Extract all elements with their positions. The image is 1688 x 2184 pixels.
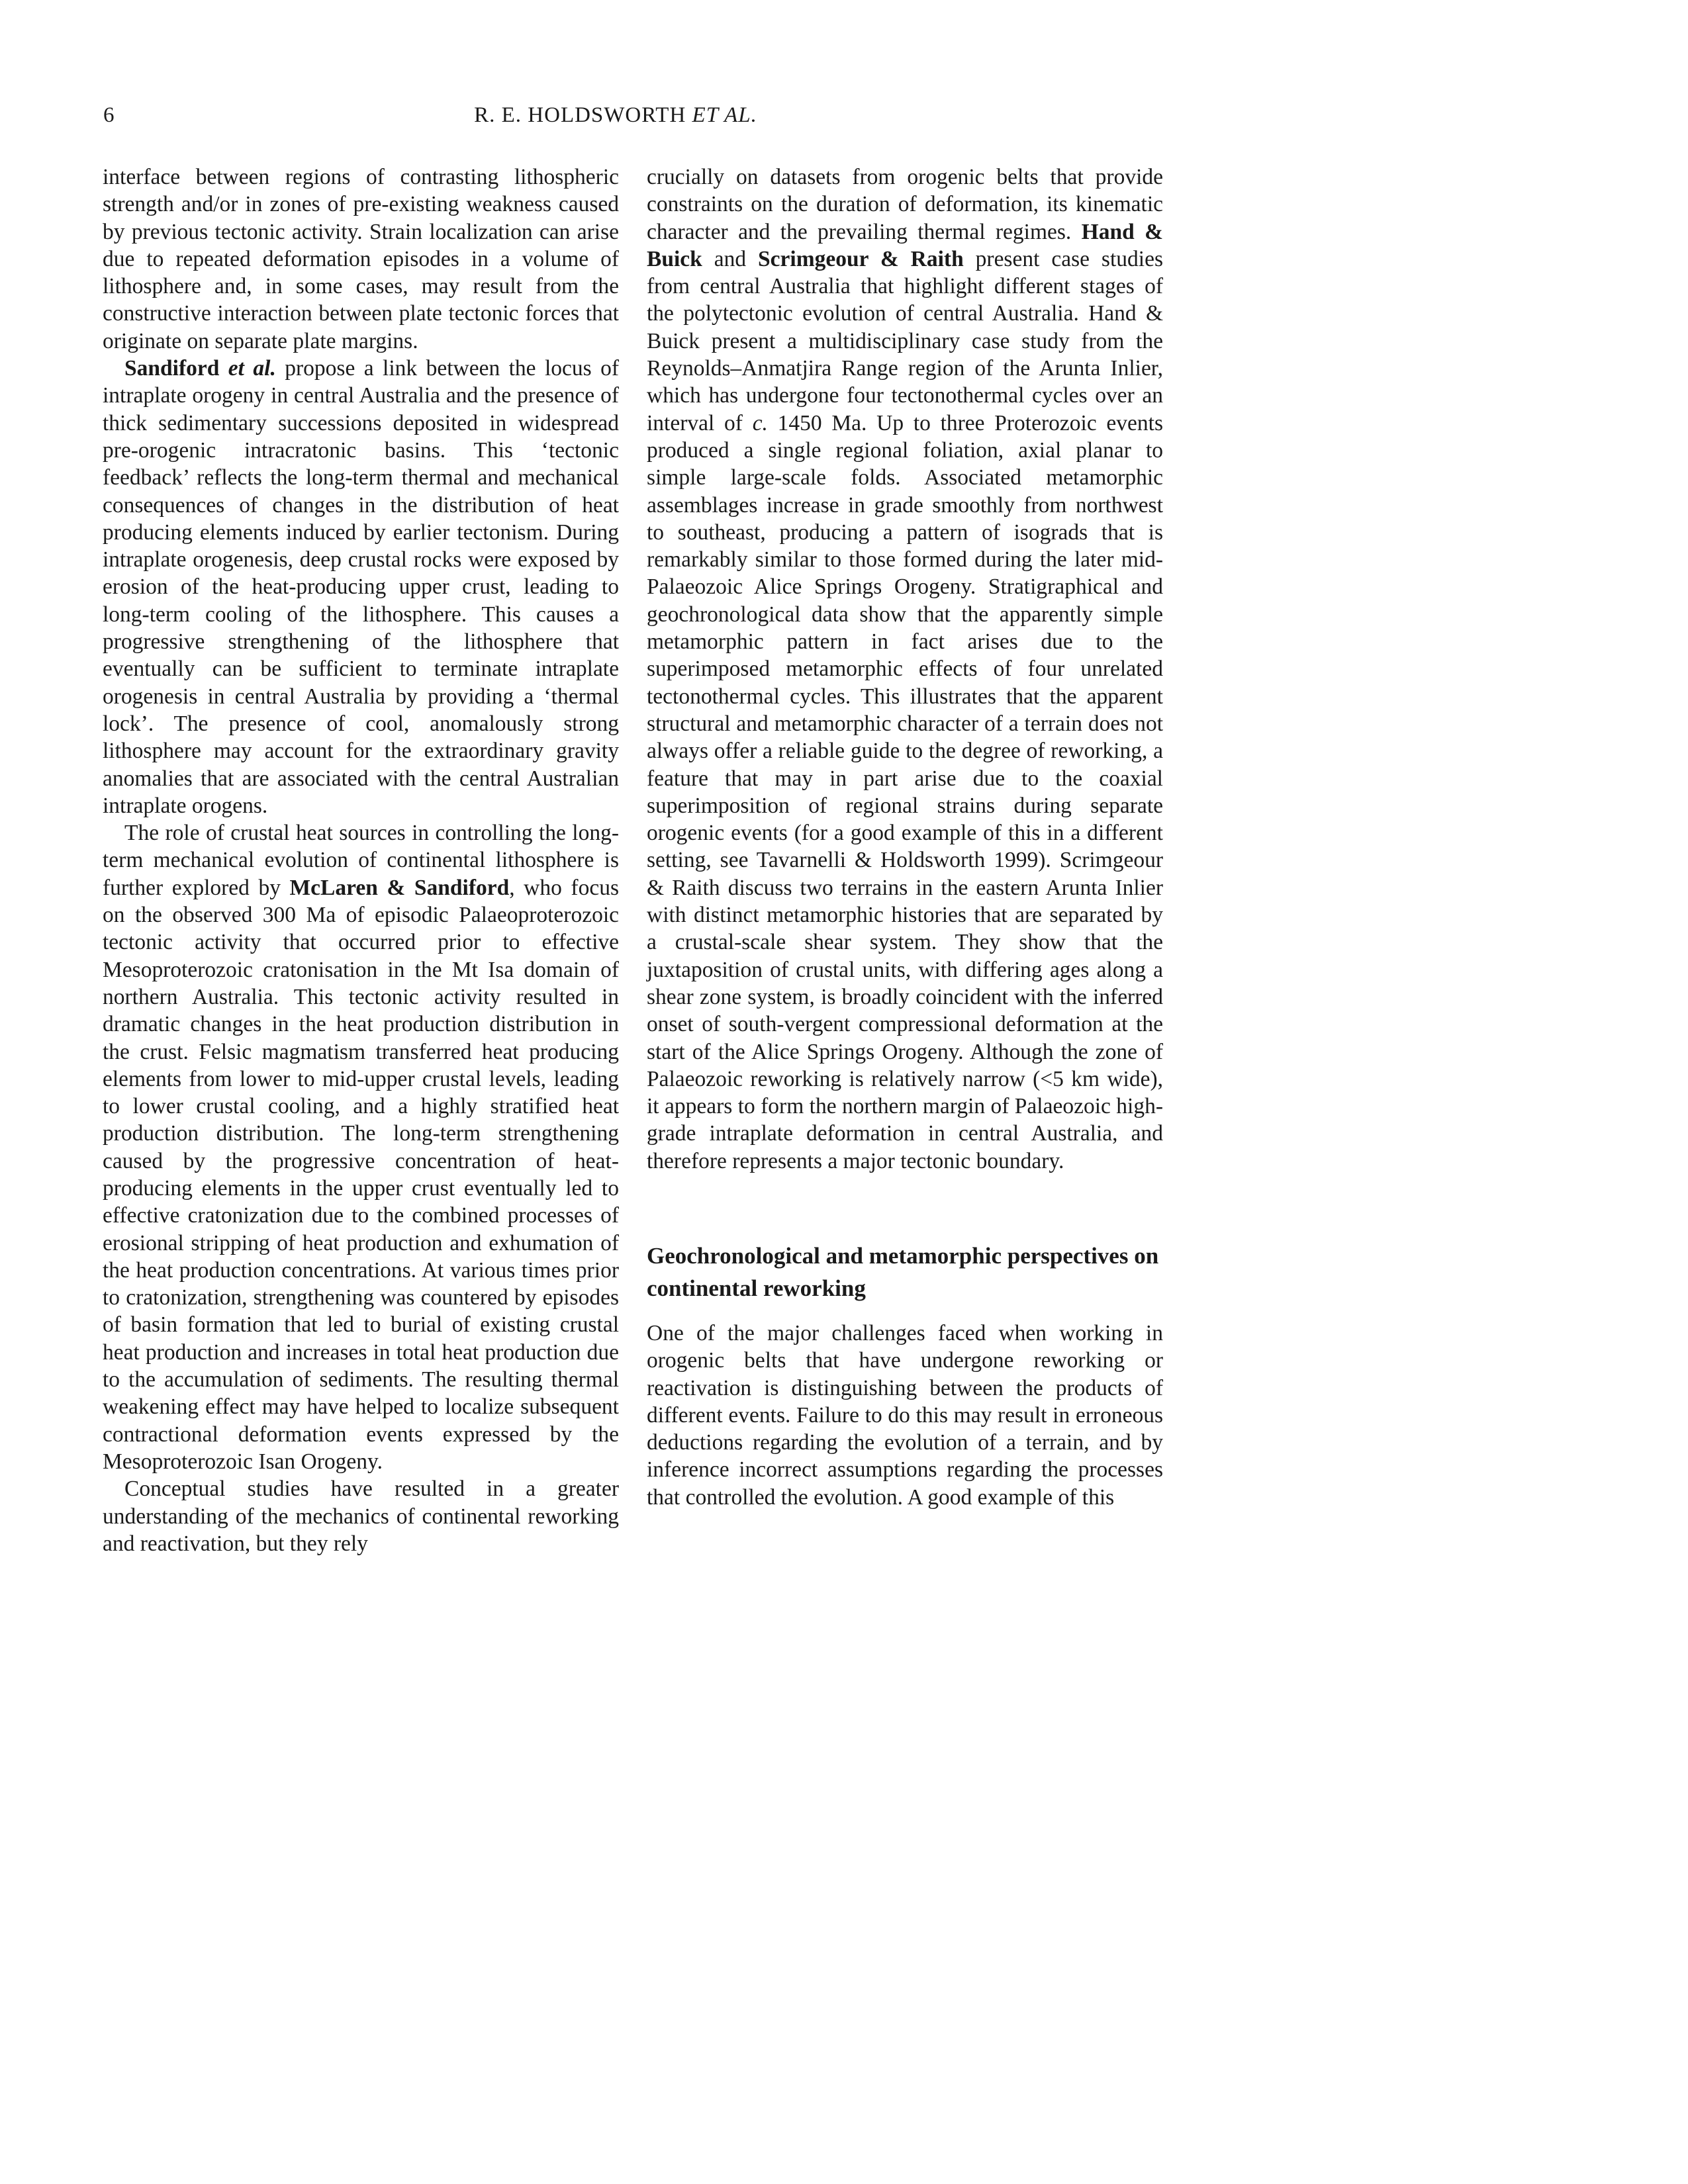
section-heading: Geochronological and metamorphic perspectives on continental reworking xyxy=(647,1242,1159,1301)
right-paragraph-2: One of the major challenges faced when working in orogenic belts that have undergone reworking or reactivation is distinguishing between the products of different events. Failure to do this may result in erroneous deductions regarding the evolution of a terrain, and by inference incorrect assumptions regarding the processes that controlled the evolution. A good example of this xyxy=(647,1320,1163,1510)
right-paragraph-1-b: present case studies from central Australia that highlight different stages of the polytectonic evolution of central Australia. Hand & Buick present a multidisciplinary case study from the Reynolds–Anmatjira Range region of the Arunta Inlier, which has undergone four tectonothermal cycles over an interval of xyxy=(647,246,1163,435)
running-title-etal: ET AL. xyxy=(692,103,757,127)
author-ref-mclaren-sandiford: McLaren & Sandiford xyxy=(289,875,510,900)
left-paragraph-2-text: propose a link between the locus of intraplate orogeny in central Australia and the presence of thick sedimentary successions deposited in widespread pre-orogenic intracratonic basins. This ‘tectonic feedback’ reflects the long-term thermal and mechanical consequences of changes in the distribution of heat producing elements induced by earlier tectonism. During intraplate orogenesis, deep crustal rocks were exposed by erosion of the heat-producing upper crust, leading to long-term cooling of the lithosphere. This causes a progressive strengthening of the lithosphere that eventually can be sufficient to terminate intraplate orogenesis in central Australia by providing a ‘thermal lock’. The presence of cool, anomalously strong lithosphere may account for the extraordinary gravity anomalies that are associated with the central Australian intraplate orogens. xyxy=(103,356,620,818)
left-paragraph-3-post: , who focus on the observed 300 Ma of episodic Palaeoproterozoic tectonic activity that occurred prior to effective Mesoproterozoic cratonisation in the Mt Isa domain of northern Australia. This tectonic activity resulted in dramatic changes in the heat production distribution in the crust. Felsic magmatism transferred heat producing elements from lower to mid-upper crustal levels, leading to lower crustal cooling, and a highly stratified heat production distribution. The long-term strengthening caused by the progressive concentration of heat-producing elements in the upper crust eventually led to effective cratonization due to the combined processes of erosional stripping of heat production and exhumation of the heat production concentrations. At various times prior to cratonization, strengthening was countered by episodes of basin formation that led to burial of existing crustal heat production and increases in total heat production due to the accumulation of sediments. The resulting thermal weakening effect may have helped to localize subsequent contractional deformation events expressed by the Mesoproterozoic Isan Orogeny. xyxy=(103,875,619,1474)
right-column xyxy=(647,163,1163,1511)
right-paragraph-1-and: and xyxy=(702,246,759,271)
left-paragraph-1: interface between regions of contrasting lithospheric strength and/or in zones of pre-existing weakness caused by previous tectonic activity. Strain localization can arise due to repeated deformation episodes in a volume of lithosphere and, in some cases, may result from the constructive interaction between plate tectonic forces that originate on separate plate margins. xyxy=(103,165,619,353)
left-paragraph-3 xyxy=(103,819,619,1475)
left-paragraph-4: Conceptual studies have resulted in a greater understanding of the mechanics of continental reworking and reactivation, but they rely xyxy=(103,1477,619,1556)
left-column xyxy=(103,163,619,1557)
author-ref-scrimgeour-raith: Scrimgeour & Raith xyxy=(758,246,964,271)
author-ref-sandiford: Sandiford xyxy=(124,356,220,381)
running-title-authors: R. E. HOLDSWORTH xyxy=(474,103,686,127)
page-number: 6 xyxy=(103,103,115,127)
running-title xyxy=(99,103,1132,128)
left-paragraph-2 xyxy=(103,355,619,819)
left-paragraph-3-pre: The role of crustal heat sources in controlling the long-term mechanical evolution of continental lithosphere is further explored by xyxy=(103,821,619,900)
right-paragraph-1-a: crucially on datasets from orogenic belts that provide constraints on the duration of deformation, its kinematic character and the prevailing thermal regimes. xyxy=(647,165,1163,244)
circa-abbrev: c. xyxy=(752,410,768,435)
running-head xyxy=(99,99,1132,132)
right-paragraph-1 xyxy=(647,163,1163,1175)
author-ref-sandiford-etal: et al. xyxy=(228,356,276,381)
author-ref-hand-buick: Hand & Buick xyxy=(647,219,1163,271)
right-paragraph-1-c: 1450 Ma. Up to three Proterozoic events produced a single regional foliation, axial planar to simple large-scale folds. Associated metamorphic assemblages increase in grade smoothly from northwest to southeast, producing a pattern of isograds that is remarkably similar to those formed during the later mid-Palaeozoic Alice Springs Orogeny. Stratigraphical and geochronological data show that the apparently simple metamorphic pattern in fact arises due to the superimposed metamorphic effects of four unrelated tectonothermal cycles. This illustrates that the apparent structural and metamorphic character of a terrain does not always offer a reliable guide to the degree of reworking, a feature that may in part arise due to the coaxial superimposition of regional strains during separate orogenic events (for a good example of this in a different setting, see Tavarnelli & Holdsworth 1999). Scrimgeour & Raith discuss two terrains in the eastern Arunta Inlier with distinct metamorphic histories that are separated by a crustal-scale shear system. They show that the juxtaposition of crustal units, with differing ages along a shear zone system, is broadly coincident with the inferred onset of south-vergent compressional deformation at the start of the Alice Springs Orogeny. Although the zone of Palaeozoic reworking is relatively narrow (<5 km wide), it appears to form the northern margin of Palaeozoic high-grade intraplate deformation in central Australia, and therefore represents a major tectonic boundary. xyxy=(647,410,1163,1173)
